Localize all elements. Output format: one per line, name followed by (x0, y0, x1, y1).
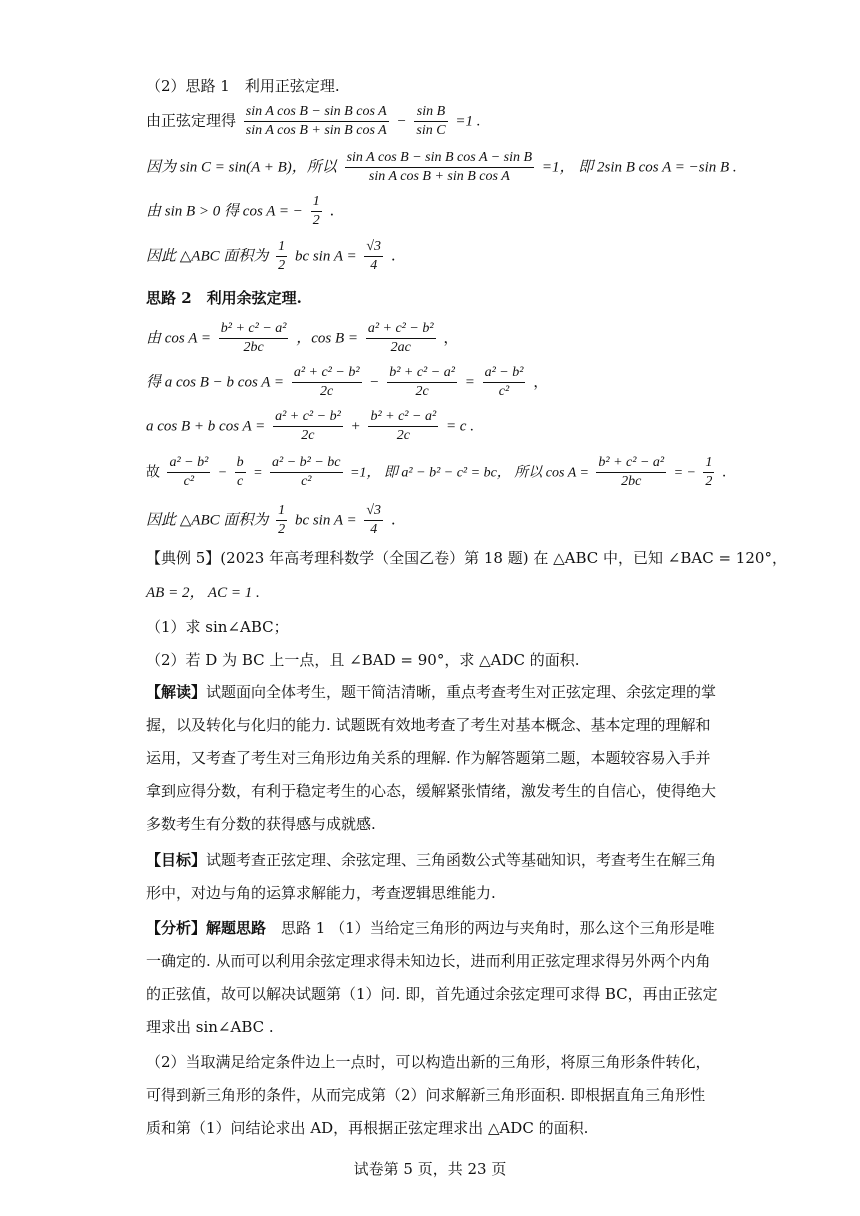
question-2: （2）若 D 为 BC 上一点，且 ∠BAD = 90°，求 △ADC 的面积. (146, 651, 580, 669)
fenxi-text: 思路 1 （1）当给定三角形的两边与夹角时，那么这个三角形是唯一确定的. 从而可以利用余弦定理求得未知边长，进而利用正弦定理求得另外两个内角的正弦值，故可以解决试题第（1）问. 即，首先通过余弦定理可求得 BC，再由正弦定理求出 sin∠ABC . (146, 919, 718, 1036)
fraction: $\frac{\text{sin A cos B − sin B cos A}}{\text{sin A cos B + sin B cos A}}$ (245, 104, 387, 138)
jiedu-tag: 【解读】 (146, 683, 207, 701)
formula-line: 因此 △ABC 面积为 $\frac{1}{2}$ bc sin A = $\frac{√3}{4}$ . (146, 503, 396, 537)
fraction: $\frac{√3}{4}$ (366, 239, 382, 273)
formula-line: 因为 sin C = sin(A + B)，所以 $\frac{\text{sin A cos B − sin B cos A − sin B}}{\text{sin A cos B + sin B cos A}}$ =1， 即 2sin B cos A = −sin B . (146, 150, 737, 184)
fraction: $\frac{1}{2}$ (278, 239, 286, 273)
solution-heading-2: 思路 2 利用余弦定理. (146, 289, 302, 307)
solution-heading-1: （2）思路 1 利用正弦定理. (146, 77, 340, 95)
example-heading: 【典例 5】(2023 年高考理科数学（全国乙卷）第 18 题) 在 △ABC 中，已知 ∠BAC = 120°， (146, 549, 787, 567)
mubiao-tag: 【目标】 (146, 851, 207, 869)
fraction: $\frac{1}{2}$ (705, 455, 713, 489)
fraction: $\frac{\text{a² + c² − b²}}{2c}$ (293, 365, 360, 399)
formula-line: 因此 △ABC 面积为 $\frac{1}{2}$ bc sin A = $\frac{√3}{4}$ . (146, 239, 396, 273)
mubiao-text: 试题考查正弦定理、余弦定理、三角函数公式等基础知识，考查考生在解三角形中，对边与角的运算求解能力，考查逻辑思维能力. (146, 851, 717, 902)
fraction: $\frac{\text{a² + c² − b²}}{2c}$ (275, 409, 341, 443)
fenxi-paragraph-2: （2）当取满足给定条件边上一点时，可以构造出新的三角形，将原三角形条件转化，可得到新三角形的条件，从而完成第（2）问求解新三角形面积. 即根据直角三角形性质和第（1）问结论求出 AD，再根据正弦定理求出 △ADC 的面积. (146, 1053, 711, 1137)
fraction: $\frac{b}{c}$ (236, 455, 244, 489)
formula-line: 由 sin B > 0 得 cos A = − $\frac{1}{2}$ . (146, 194, 335, 228)
fraction: $\frac{\text{sin B}}{\text{sin C}}$ (416, 104, 446, 138)
mubiao-paragraph (146, 844, 720, 910)
jiedu-text: 试题面向全体考生，题干简洁清晰，重点考查考生对正弦定理、余弦定理的掌握，以及转化与化归的能力. 试题既有效地考查了考生对基本概念、基本定理的理解和运用，又考查了考生对三角形边角关系的理解. 作为解答题第二题，本题较容易入手并拿到应得分数，有利于稳定考生的心态，缓解紧张情绪，激发考生的自信心，使得绝大多数考生有分数的获得感与成就感. (146, 683, 717, 833)
formula-line: 由 cos A = $\frac{\text{b² + c² − a²}}{2bc}$ ，cos B = $\frac{\text{a² + c² − b²}}{2ac}$ ， (146, 321, 459, 355)
fraction: $\frac{\text{b² + c² − a²}}{2bc}$ (220, 321, 287, 355)
fraction: $\frac{\text{a² − b²}}{\text{c²}}$ (484, 365, 524, 399)
formula-line: a cos B + b cos A = $\frac{\text{a² + c² − b²}}{2c}$ + $\frac{\text{b² + c² − a²}}{2c}$ = c . (146, 409, 474, 443)
formula-line: 由正弦定理得 $\frac{\text{sin A cos B − sin B cos A}}{\text{sin A cos B + sin B cos A}}$ − $\frac{\text{sin B}}{\text{sin C}}$ =1 . (146, 104, 481, 138)
formula-line: 得 a cos B − b cos A = $\frac{\text{a² + c² − b²}}{2c}$ − $\frac{\text{b² + c² − a²}}{2c}$ = $\frac{\text{a² − b²}}{\text{c²}}$ ， (146, 365, 549, 399)
jiedu-paragraph (146, 676, 720, 841)
fraction: $\frac{\text{a² − b²}}{\text{c²}}$ (169, 455, 209, 489)
fraction: $\frac{\text{b² + c² − a²}}{2c}$ (389, 365, 455, 399)
fraction: $\frac{1}{2}$ (278, 503, 286, 537)
example-given: AB = 2， AC = 1 . (146, 585, 260, 601)
fraction: $\frac{\text{b² + c² − a²}}{2c}$ (370, 409, 437, 443)
fenxi-paragraph (146, 912, 720, 1044)
fraction: $\frac{1}{2}$ (312, 194, 320, 228)
fraction: $\frac{\text{a² − b² − bc}}{\text{c²}}$ (272, 455, 341, 489)
fraction: $\frac{\text{a² + c² − b²}}{2ac}$ (367, 321, 434, 355)
formula-line: 故 $\frac{\text{a² − b²}}{\text{c²}}$ − $\frac{b}{c}$ = $\frac{\text{a² − b² − bc}}{\text{c²}}$ =1， 即 a² − b² − c² = bc， 所以 cos A = $\frac{\text{b² + c² − a²}}{2bc}$ = − $\frac{1}{2}$ . (146, 455, 727, 489)
fraction: $\frac{\text{sin A cos B − sin B cos A − sin B}}{\text{sin A cos B + sin B cos A}}$ (346, 150, 533, 184)
fenxi-tag: 【分析】解题思路 (146, 919, 267, 937)
text: 由正弦定理得 (146, 111, 237, 130)
page-footer: 试卷第 5 页，共 23 页 (353, 1160, 507, 1178)
fraction: $\frac{√3}{4}$ (366, 503, 382, 537)
question-1: （1）求 sin∠ABC； (146, 618, 289, 636)
fraction: $\frac{\text{b² + c² − a²}}{2bc}$ (598, 455, 665, 489)
